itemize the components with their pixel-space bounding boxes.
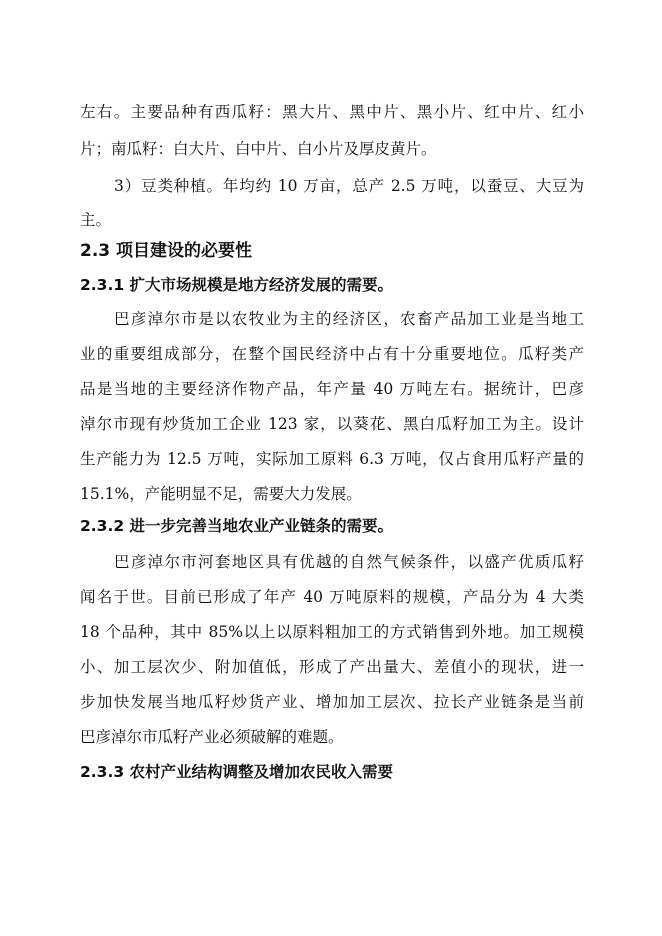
section-2-3-1-line-6: 15.1%，产能明显不足，需要大力发展。 — [80, 485, 362, 503]
section-2-3-heading: 2.3 项目建设的必要性 — [80, 241, 253, 261]
section-2-3-2-line-4: 小、加工层次少、附加值低，形成了产出量大、差值小的现状，进一 — [80, 658, 584, 676]
section-2-3-2-line-5: 步加快发展当地瓜籽炒货产业、增加加工层次、拉长产业链条是当前 — [80, 693, 584, 711]
section-2-3-2-line-6: 巴彦淖尔市瓜籽产业必须破解的难题。 — [80, 728, 344, 746]
section-2-3-1-line-4: 淖尔市现有炒货加工企业 123 家，以葵花、黑白瓜籽加工为主。设计 — [80, 415, 584, 433]
varieties-line-1: 左右。主要品种有西瓜籽：黑大片、黑中片、黑小片、红中片、红小 — [80, 103, 584, 121]
section-2-3-2-heading: 2.3.2 进一步完善当地农业产业链条的需要。 — [80, 517, 394, 535]
section-2-3-1-line-5: 生产能力为 12.5 万吨，实际加工原料 6.3 万吨，仅占食用瓜籽产量的 — [80, 450, 584, 468]
varieties-line-2: 片；南瓜籽：白大片、白中片、白小片及厚皮黄片。 — [80, 140, 437, 158]
section-2-3-2-line-3: 18 个品种，其中 85%以上以原料粗加工的方式销售到外地。加工规模 — [80, 623, 584, 641]
section-2-3-2-line-1: 巴彦淖尔市河套地区具有优越的自然气候条件，以盛产优质瓜籽 — [114, 553, 584, 571]
section-2-3-3-heading: 2.3.3 农村产业结构调整及增加农民收入需要 — [80, 763, 394, 781]
beans-line-2: 主。 — [80, 211, 112, 229]
section-2-3-2-line-2: 闻名于世。目前已形成了年产 40 万吨原料的规模，产品分为 4 大类 — [80, 588, 584, 606]
beans-line-1: 3）豆类种植。年均约 10 万亩，总产 2.5 万吨，以蚕豆、大豆为 — [114, 177, 584, 195]
section-2-3-1-line-3: 品是当地的主要经济作物产品，年产量 40 万吨左右。据统计，巴彦 — [80, 380, 584, 398]
section-2-3-1-line-1: 巴彦淖尔市是以农牧业为主的经济区，农畜产品加工业是当地工 — [114, 310, 584, 328]
section-2-3-1-line-2: 业的重要组成部分，在整个国民经济中占有十分重要地位。瓜籽类产 — [80, 345, 584, 363]
section-2-3-1-heading: 2.3.1 扩大市场规模是地方经济发展的需要。 — [80, 276, 394, 294]
